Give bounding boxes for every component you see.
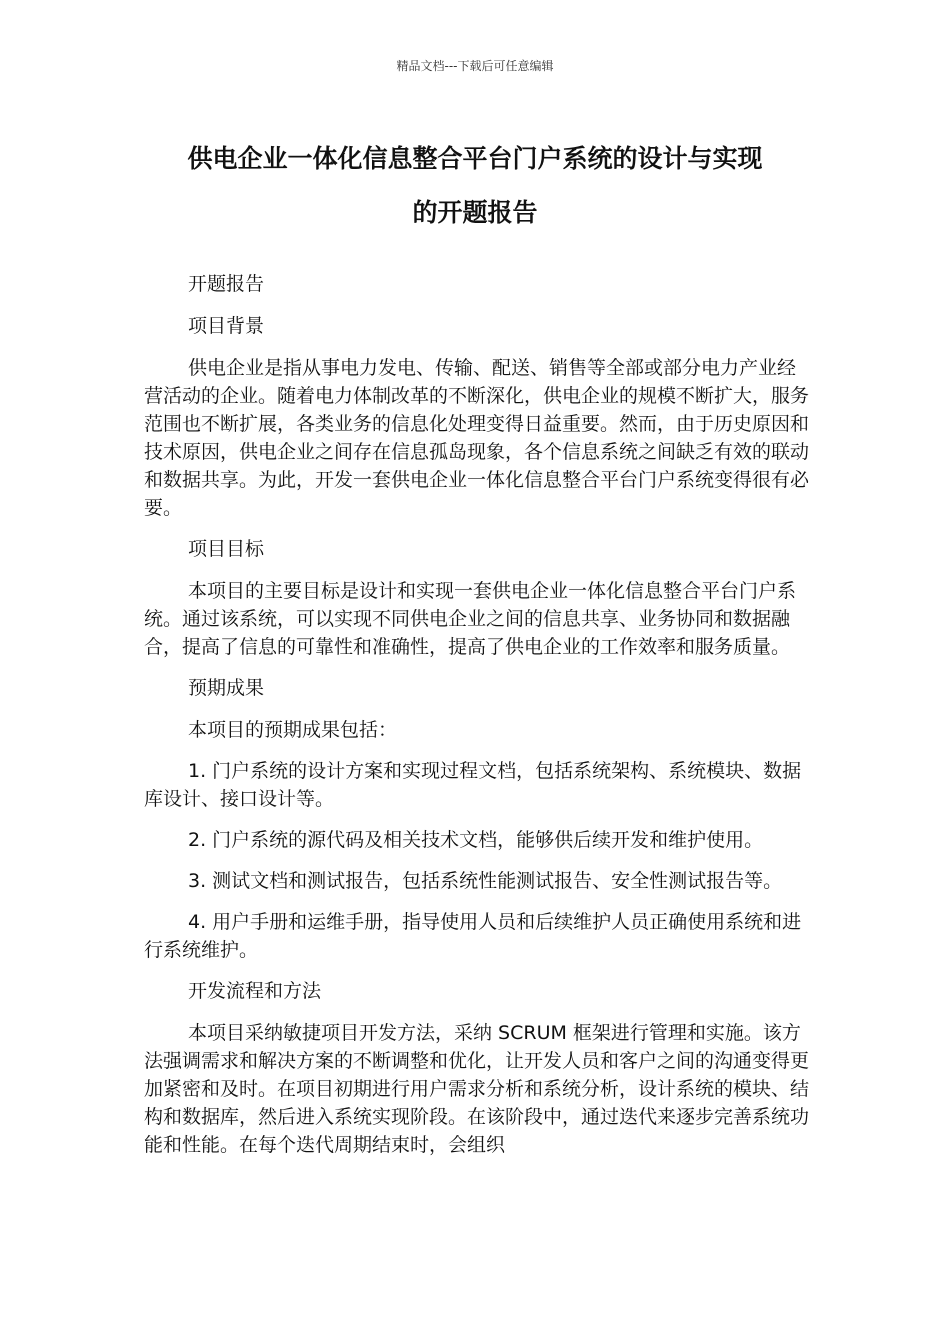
document-body [144, 270, 810, 1172]
section-heading-project-goals: 项目目标 [188, 538, 265, 560]
paragraph-goals: 本项目的主要目标是设计和实现一套供电企业一体化信息整合平台门户系统。通过该系统，可以实现不同供电企业之间的信息共享、业务协同和数据融合，提高了信息的可靠性和准确性，提高了供电企业的工作效率和服务质量。 [144, 580, 797, 658]
paragraph-background: 供电企业是指从事电力发电、传输、配送、销售等全部或部分电力产业经营活动的企业。随着电力体制改革的不断深化，供电企业的规模不断扩大，服务范围也不断扩展，各类业务的信息化处理变得日益重要。然而，由于历史原因和技术原因，供电企业之间存在信息孤岛现象，各个信息系统之间缺乏有效的联动和数据共享。为此，开发一套供电企业一体化信息整合平台门户系统变得很有必要。 [144, 357, 810, 519]
section-heading-expected-results: 预期成果 [188, 677, 265, 699]
paragraph-process-methods: 本项目采纳敏捷项目开发方法，采纳 SCRUM 框架进行管理和实施。该方法强调需求和解决方案的不断调整和优化，让开发人员和客户之间的沟通变得更加紧密和及时。在项目初期进行用户需求分析和系统分析，设计系统的模块、结构和数据库，然后进入系统实现阶段。在该阶段中，通过迭代来逐步完善系统功能和性能。在每个迭代周期结束时，会组织 [144, 1022, 810, 1156]
list-item-result-3: 3. 测试文档和测试报告，包括系统性能测试报告、安全性测试报告等。 [188, 870, 783, 892]
list-item-result-2: 2. 门户系统的源代码及相关技术文档，能够供后续开发和维护使用。 [188, 829, 764, 851]
list-item-result-4: 4. 用户手册和运维手册，指导使用人员和后续维护人员正确使用系统和进行系统维护。 [144, 911, 802, 961]
document-title-line-2: 的开题报告 [412, 198, 538, 227]
page-header-note: 精品文档---下载后可任意编辑 [396, 59, 554, 73]
document-title [130, 132, 820, 240]
list-item-result-1: 1. 门户系统的设计方案和实现过程文档，包括系统架构、系统模块、数据库设计、接口设计等。 [144, 760, 802, 810]
document-title-line-1: 供电企业一体化信息整合平台门户系统的设计与实现 [187, 144, 763, 173]
section-heading-process-methods: 开发流程和方法 [188, 980, 322, 1002]
paragraph-results-intro: 本项目的预期成果包括： [188, 719, 398, 741]
section-heading-project-background: 项目背景 [188, 315, 265, 337]
section-heading-kaiti-baogao: 开题报告 [188, 273, 265, 295]
